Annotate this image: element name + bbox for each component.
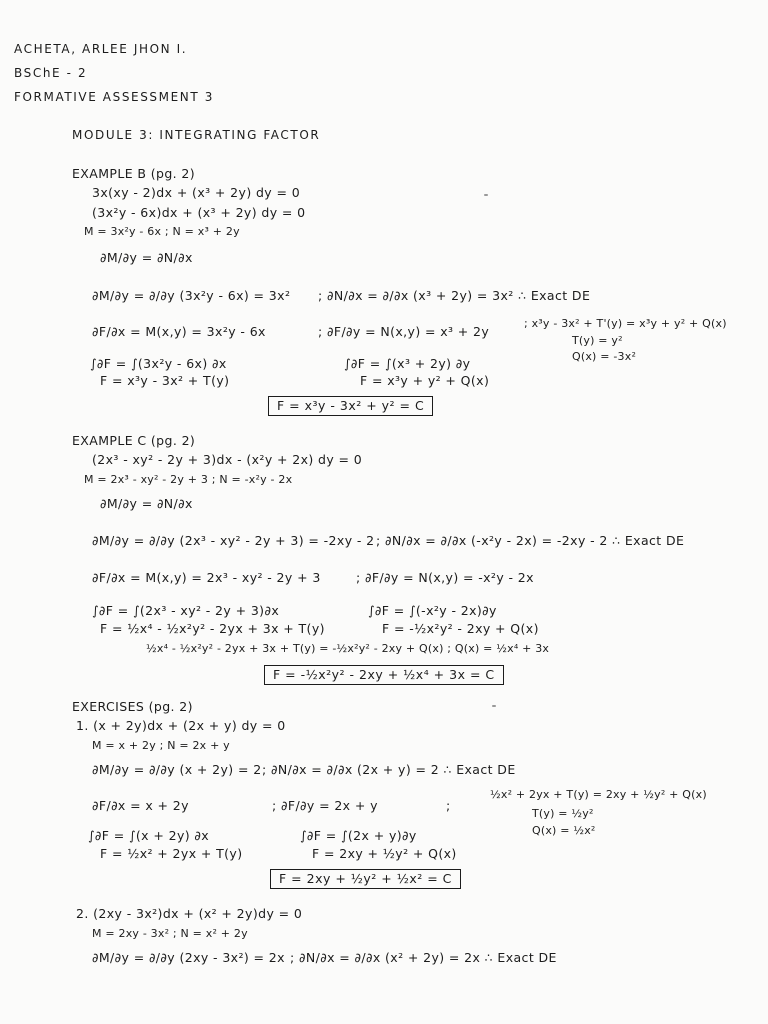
exercise-1-line: ; (446, 798, 451, 813)
exercise-1-line: T(y) = ½y² (532, 807, 594, 820)
module-title: MODULE 3: INTEGRATING FACTOR (72, 128, 321, 142)
pen-mark (492, 705, 496, 707)
exercise-1-line: ∫∂F = ∫(x + 2y) ∂x (88, 828, 210, 843)
example-c-line: ∂F/∂x = M(x,y) = 2x³ - xy² - 2y + 3 (92, 570, 321, 585)
exercise-1-line: F = 2xy + ½y² + Q(x) (312, 846, 457, 861)
exercise-1-line: M = x + 2y ; N = 2x + y (92, 739, 230, 752)
exercise-1-line: ; ∂N/∂x = ∂/∂x (2x + y) = 2 ∴ Exact DE (262, 762, 516, 777)
exercise-1-answer-box: F = 2xy + ½y² + ½x² = C (270, 869, 461, 889)
exercise-1-line: ∂M/∂y = ∂/∂y (x + 2y) = 2 (92, 762, 262, 777)
example-c-line: ; ∂F/∂y = N(x,y) = -x²y - 2x (356, 570, 534, 585)
example-c-line: M = 2x³ - xy² - 2y + 3 ; N = -x²y - 2x (84, 473, 293, 486)
example-b-line: ; ∂F/∂y = N(x,y) = x³ + 2y (318, 324, 490, 339)
example-b-line: 3x(xy - 2)dx + (x³ + 2y) dy = 0 (92, 185, 301, 200)
example-c-line: F = ½x⁴ - ½x²y² - 2yx + 3x + T(y) (100, 621, 325, 636)
exercise-2-line: ; ∂N/∂x = ∂/∂x (x² + 2y) = 2x ∴ Exact DE (290, 950, 557, 965)
example-c-line: ∫∂F = ∫(-x²y - 2x)∂y (368, 603, 497, 618)
example-b-line: ∂M/∂y = ∂/∂y (3x²y - 6x) = 3x² (92, 288, 291, 303)
example-c-line: ∂M/∂y = ∂/∂y (2x³ - xy² - 2y + 3) = -2xy - 2 (92, 533, 375, 548)
assessment-title: FORMATIVE ASSESSMENT 3 (14, 90, 214, 104)
example-c-line: ∂M/∂y = ∂N/∂x (100, 496, 193, 511)
example-b-line: F = x³y - 3x² + T(y) (100, 373, 230, 388)
example-b-answer-box: F = x³y - 3x² + y² = C (268, 396, 433, 416)
example-b-line: (3x²y - 6x)dx + (x³ + 2y) dy = 0 (92, 205, 306, 220)
exercise-1-line: F = ½x² + 2yx + T(y) (100, 846, 243, 861)
example-b-line: T(y) = y² (572, 334, 623, 347)
example-b-line: ∂M/∂y = ∂N/∂x (100, 250, 193, 265)
example-b-title: EXAMPLE B (pg. 2) (72, 166, 196, 181)
example-c-line: ; ∂N/∂x = ∂/∂x (-x²y - 2x) = -2xy - 2 ∴ Exact DE (376, 533, 685, 548)
exercise-1-line: ½x² + 2yx + T(y) = 2xy + ½y² + Q(x) (490, 788, 707, 801)
example-c-title: EXAMPLE C (pg. 2) (72, 433, 196, 448)
example-b-line: ∂F/∂x = M(x,y) = 3x²y - 6x (92, 324, 266, 339)
pen-mark (484, 194, 488, 196)
example-c-answer-box: F = -½x²y² - 2xy + ½x⁴ + 3x = C (264, 665, 504, 685)
example-c-line: (2x³ - xy² - 2y + 3)dx - (x²y + 2x) dy = 0 (92, 452, 363, 467)
example-c-line: F = -½x²y² - 2xy + Q(x) (382, 621, 539, 636)
example-b-line: Q(x) = -3x² (572, 350, 637, 363)
example-c-line: ½x⁴ - ½x²y² - 2yx + 3x + T(y) = -½x²y² - 2xy + Q(x) ; Q(x) = ½x⁴ + 3x (146, 642, 550, 655)
exercise-1-line: 1. (x + 2y)dx + (2x + y) dy = 0 (76, 718, 286, 733)
exercise-2-line: ∂M/∂y = ∂/∂y (2xy - 3x²) = 2x (92, 950, 285, 965)
exercise-1-line: ∂F/∂x = x + 2y (92, 798, 189, 813)
exercise-1-line: ∫∂F = ∫(2x + y)∂y (300, 828, 417, 843)
exercise-2-line: M = 2xy - 3x² ; N = x² + 2y (92, 927, 248, 940)
student-name: ACHETA, ARLEE JHON I. (14, 42, 188, 56)
course-section: BSChE - 2 (14, 66, 88, 80)
example-c-line: ∫∂F = ∫(2x³ - xy² - 2y + 3)∂x (92, 603, 280, 618)
example-b-line: ∫∂F = ∫(3x²y - 6x) ∂x (90, 356, 227, 371)
exercise-1-line: Q(x) = ½x² (532, 824, 596, 837)
example-b-line: M = 3x²y - 6x ; N = x³ + 2y (84, 225, 240, 238)
exercises-title: EXERCISES (pg. 2) (72, 699, 193, 714)
example-b-line: ; x³y - 3x² + T'(y) = x³y + y² + Q(x) (524, 317, 727, 330)
exercise-1-line: ; ∂F/∂y = 2x + y (272, 798, 378, 813)
exercise-2-line: 2. (2xy - 3x²)dx + (x² + 2y)dy = 0 (76, 906, 303, 921)
example-b-line: F = x³y + y² + Q(x) (360, 373, 490, 388)
example-b-line: ; ∂N/∂x = ∂/∂x (x³ + 2y) = 3x² ∴ Exact DE (318, 288, 591, 303)
example-b-line: ∫∂F = ∫(x³ + 2y) ∂y (344, 356, 471, 371)
